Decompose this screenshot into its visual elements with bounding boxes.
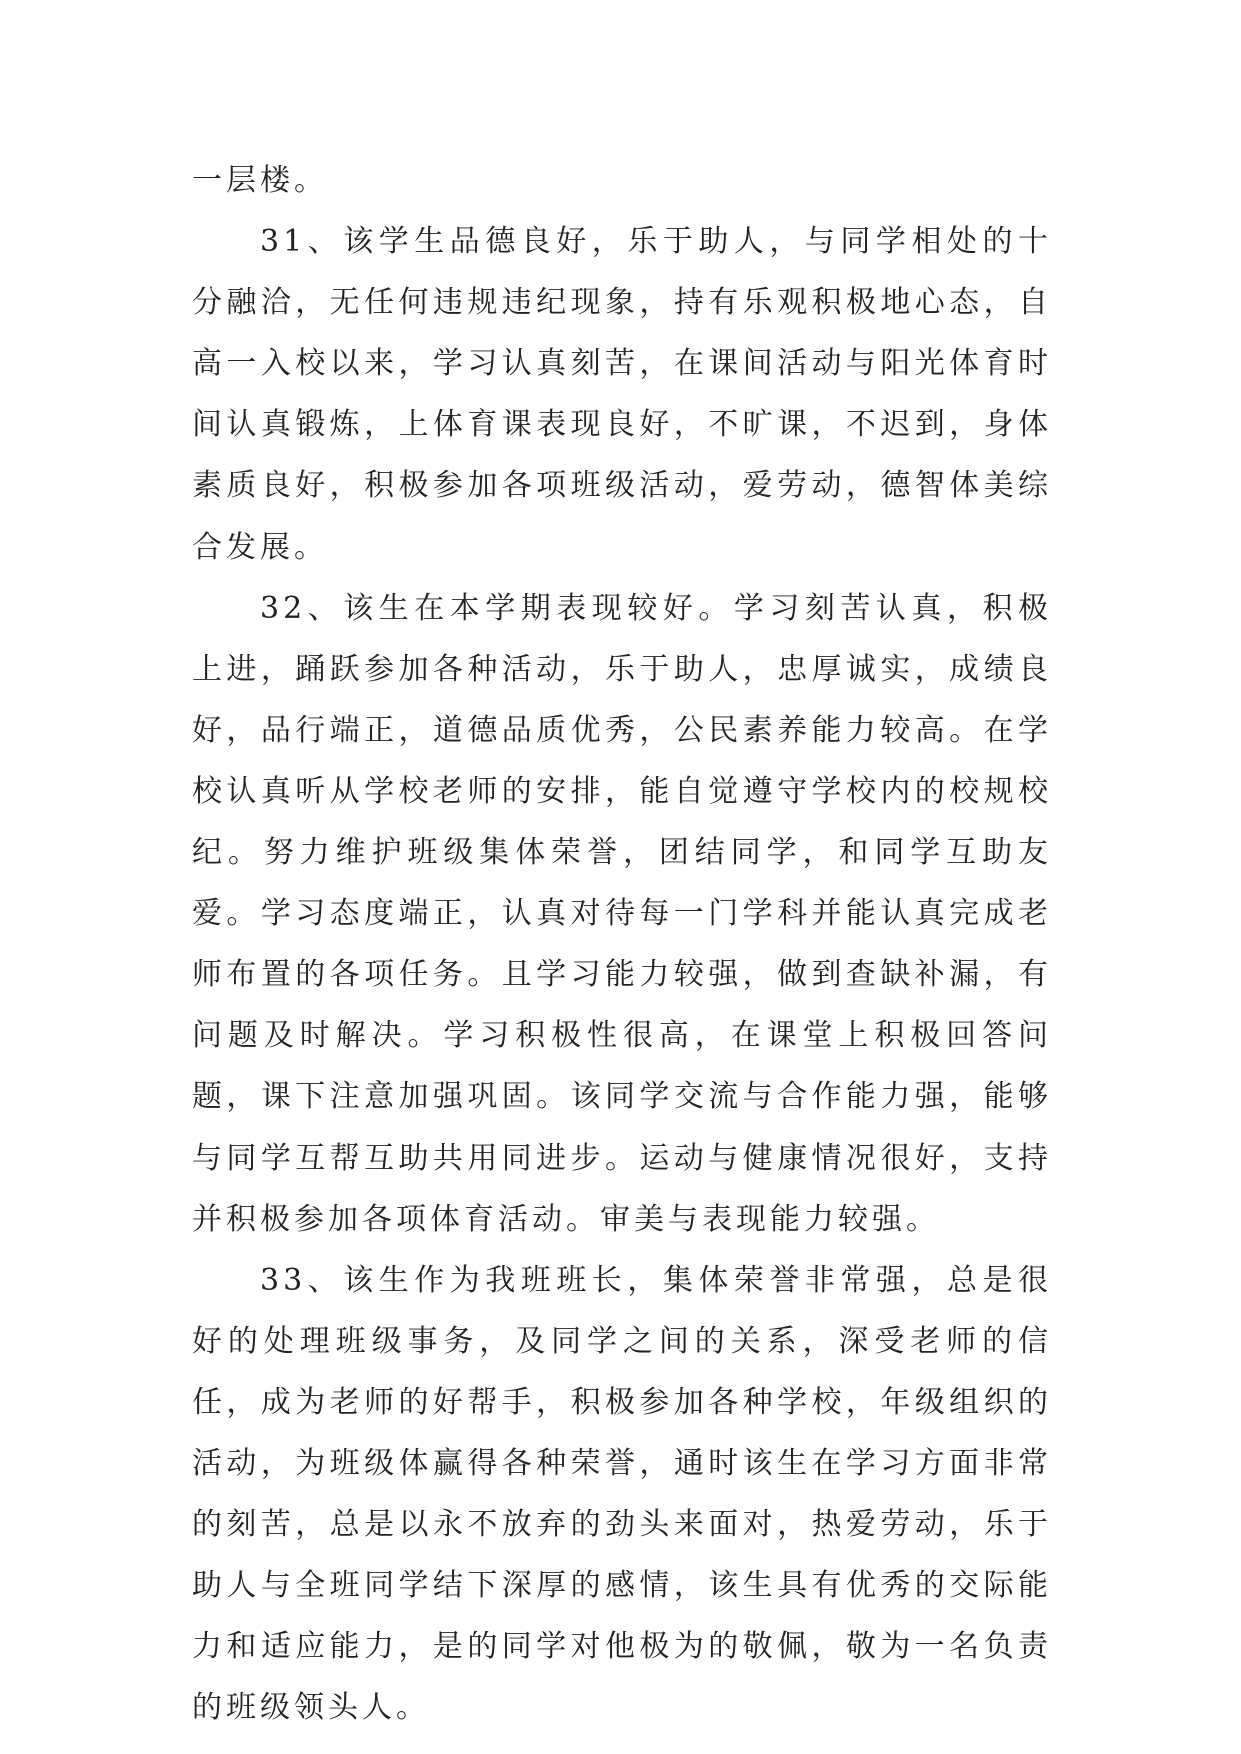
document-body [192, 150, 1052, 1738]
paragraph-31: 31、该学生品德良好，乐于助人，与同学相处的十分融洽，无任何违规违纪现象，持有乐观积极地心态，自高一入校以来，学习认真刻苦，在课间活动与阳光体育时间认真锻炼，上体育课表现良好，不旷课，不迟到，身体素质良好，积极参加各项班级活动，爱劳动，德智体美综合发展。 [192, 224, 1052, 565]
paragraph-32: 32、该生在本学期表现较好。学习刻苦认真，积极上进，踊跃参加各种活动，乐于助人，忠厚诚实，成绩良好，品行端正，道德品质优秀，公民素养能力较高。在学校认真听从学校老师的安排，能自觉遵守学校内的校规校纪。努力维护班级集体荣誉，团结同学，和同学互助友爱。学习态度端正，认真对待每一门学科并能认真完成老师布置的各项任务。且学习能力较强，做到查缺补漏，有问题及时解决。学习积极性很高，在课堂上积极回答问题，课下注意加强巩固。该同学交流与合作能力强，能够与同学互帮互助共用同进步。运动与健康情况很好，支持并积极参加各项体育活动。审美与表现能力较强。 [192, 590, 1052, 1237]
paragraph-33: 33、该生作为我班班长，集体荣誉非常强，总是很好的处理班级事务，及同学之间的关系，深受老师的信任，成为老师的好帮手，积极参加各种学校，年级组织的活动，为班级体赢得各种荣誉，通时该生在学习方面非常的刻苦，总是以永不放弃的劲头来面对，热爱劳动，乐于助人与全班同学结下深厚的感情，该生具有优秀的交际能力和适应能力，是的同学对他极为的敬佩，敬为一名负责的班级领头人。 [192, 1262, 1052, 1726]
paragraph-continuation: 一层楼。 [192, 163, 328, 198]
